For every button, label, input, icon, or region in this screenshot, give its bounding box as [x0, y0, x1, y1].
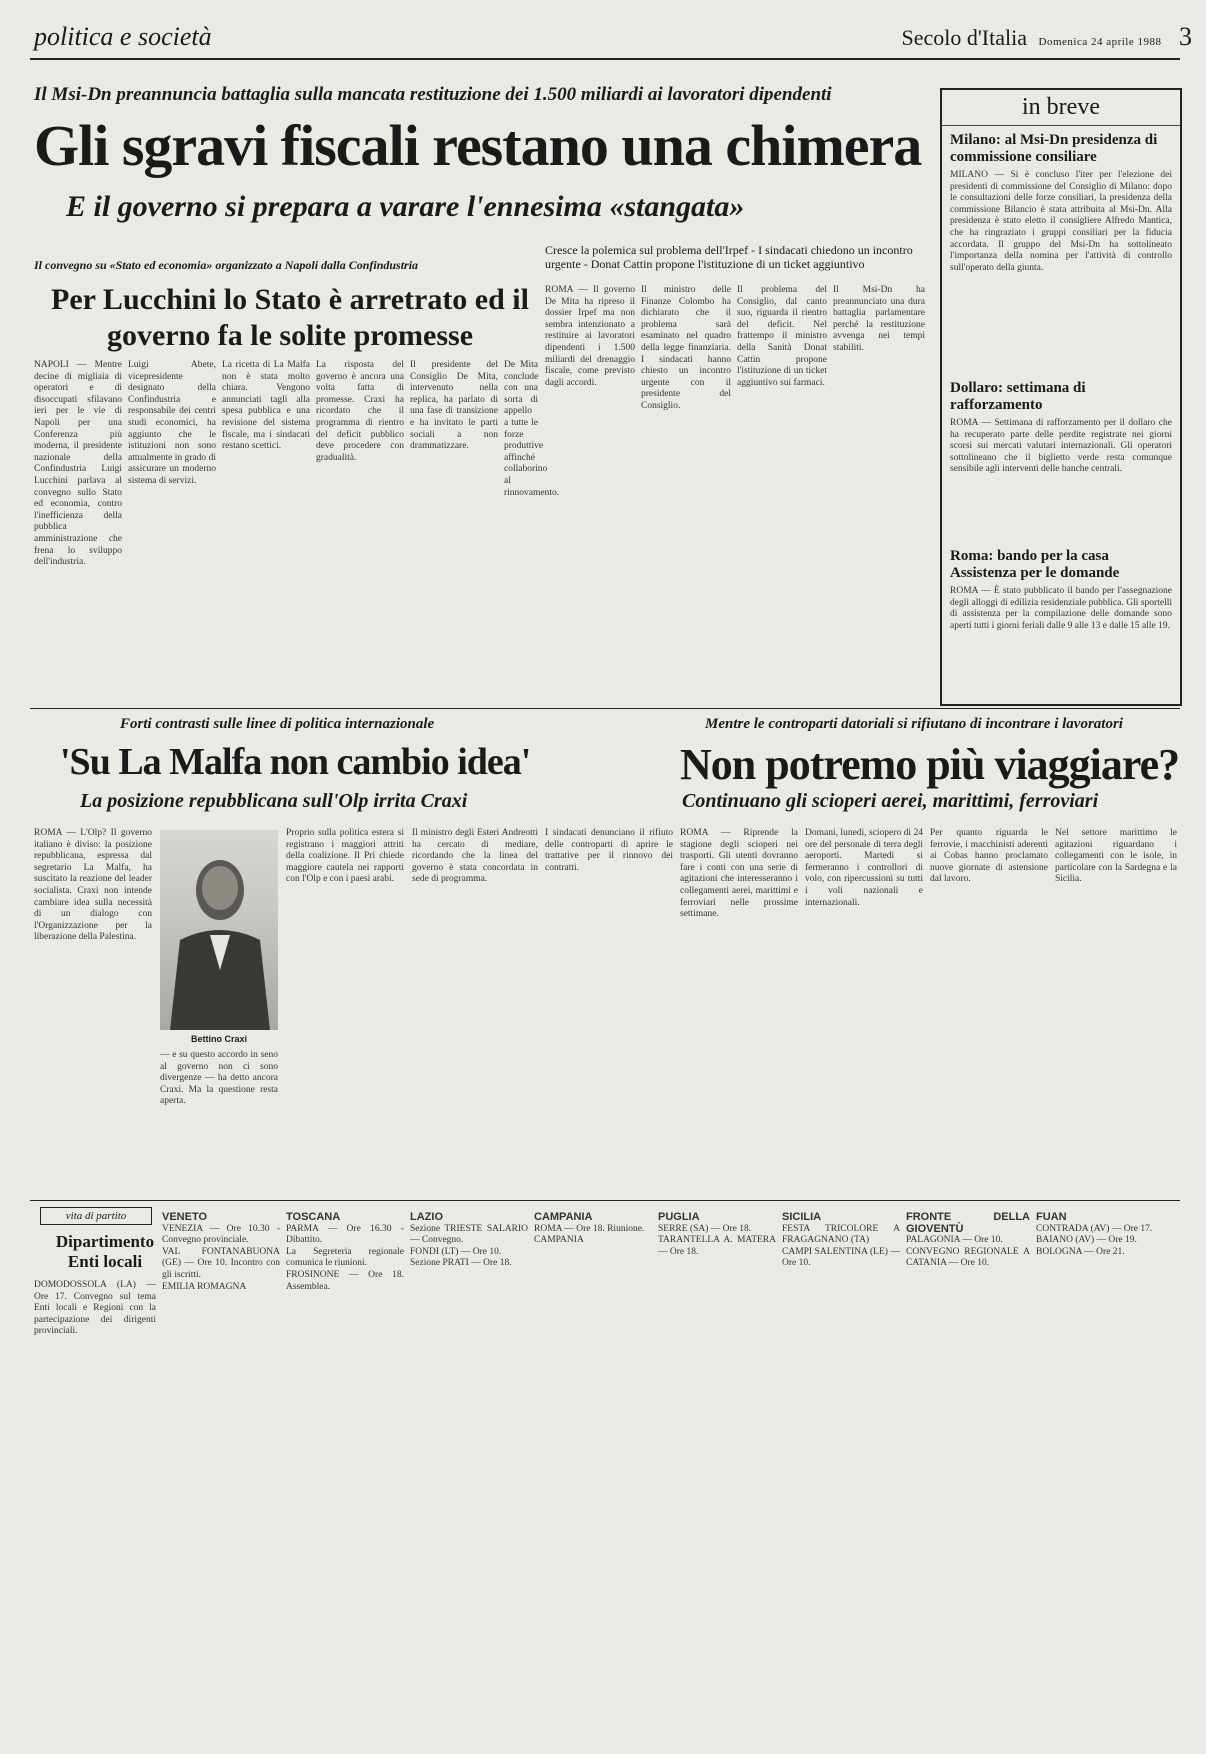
- region-heading: FUAN: [1036, 1211, 1067, 1223]
- top-subhead: E il governo si prepara a varare l'ennesima «stangata»: [66, 190, 745, 223]
- page-number: 3: [1179, 22, 1192, 51]
- viaggiare-col-4: Nel settore marittimo le agitazioni riguardano i collegamenti con le isole, in particolare con la Sardegna e la Sicilia.: [1055, 828, 1177, 885]
- section-label: politica e società: [34, 22, 212, 51]
- vita-text: Sezione PRATI — Ore 18.: [410, 1258, 512, 1269]
- region-heading: PUGLIA: [658, 1211, 700, 1223]
- brief-body: ROMA — Settimana di rafforzamento per il dollaro che ha recuperato parte delle perdite registrate nei giorni scorsi sui mercati valutari internazionali. Gli operatori sottolineano che il biglietto verde resta comunque sensibile agli interventi delle banche centrali.: [950, 418, 1172, 475]
- vita-col-6: [658, 1212, 776, 1742]
- craxi-photo: [160, 830, 278, 1030]
- region-heading: SICILIA: [782, 1211, 822, 1223]
- viaggiare-col-1: ROMA — Riprende la stagione degli scioperi nei trasporti. Gli utenti dovranno fare i conti con una serie di agitazioni che interesseranno i collegamenti aerei, marittimi e ferroviari nelle prossime settimane.: [680, 828, 798, 920]
- issue-date: Domenica 24 aprile 1988: [1038, 36, 1162, 48]
- portrait-image: [160, 830, 278, 1030]
- vita-col-3: [286, 1212, 404, 1742]
- vita-col-9: [1036, 1212, 1176, 1742]
- irpef-col-3: Il problema del Consiglio, dal canto suo, riguarda il rientro del deficit. Nel frattempo il ministro della Sanità Donat Cattin propone l'istituzione di un ticket aggiuntivo sui farmaci.: [737, 285, 827, 388]
- vita-text: CAMPANIA: [534, 1235, 584, 1246]
- irpef-deck: Cresce la polemica sul problema dell'Irpef - I sindacati chiedono un incontro urgente - Donat Cattin propone l'istituzione di un ticket aggiuntivo: [545, 243, 913, 271]
- lucchini-kicker: Il convegno su «Stato ed economia» organizzato a Napoli dalla Confindustria: [34, 258, 419, 272]
- irpef-col-2: Il ministro delle Finanze Colombo ha dichiarato che il problema sarà esaminato nel quadro della legge finanziaria. I sindacati hanno chiesto un incontro urgente con il presidente del Consiglio.: [641, 285, 731, 411]
- vita-text: Sezione TRIESTE SALARIO — Convegno.: [410, 1223, 528, 1246]
- in-breve-box: [940, 88, 1182, 706]
- vita-text: FESTA TRICOLORE A FRAGAGNANO (TA): [782, 1223, 900, 1246]
- lucchini-col-2: Luigi Abete, vicepresidente designato della Confindustria e responsabile dei centri studi economici, ha aggiunto che le istituzioni non sono attualmente in grado di assicurare un moderno sistema di servizi.: [128, 360, 216, 486]
- vita-text: CONVEGNO REGIONALE A CATANIA — Ore 10.: [906, 1246, 1030, 1269]
- top-kicker: Il Msi-Dn preannuncia battaglia sulla mancata restituzione dei 1.500 miliardi ai lavoratori dipendenti: [34, 84, 832, 105]
- vita-text: BOLOGNA — Ore 21.: [1036, 1246, 1125, 1257]
- irpef-col-4: Il Msi-Dn ha preannunciato una dura battaglia parlamentare perché la restituzione avvenga nei tempi stabiliti.: [833, 285, 925, 353]
- vita-col-5: [534, 1212, 652, 1742]
- vita-text: VENEZIA — Ore 10.30 - Convegno provinciale.: [162, 1223, 280, 1246]
- brief-title: Dollaro: settimana di rafforzamento: [950, 380, 1086, 413]
- vita-col-1: DOMODOSSOLA (LA) — Ore 17. Convegno sul tema Enti locali e Regioni con la partecipazione dei dirigenti provinciali.: [34, 1280, 156, 1337]
- lamalfa-col-2: — e su questo accordo in seno al governo non ci sono divergenze — ha detto ancora Craxi. Ma la questione resta aperta.: [160, 1050, 278, 1107]
- vita-text: FROSINONE — Ore 18. Assemblea.: [286, 1269, 404, 1292]
- viaggiare-col-2: Domani, lunedì, sciopero di 24 ore del personale di terra degli aeroporti. Martedì si fermeranno i controllori di volo, con ripercussioni su tutti i voli nazionali e internazionali.: [805, 828, 923, 908]
- lamalfa-col-3: Proprio sulla politica estera si registrano i maggiori attriti della coalizione. Il Pri chiede maggiore cautela nei rapporti con l'Olp e con i paesi arabi.: [286, 828, 404, 885]
- viaggiare-headline: Non potremo più viaggiare?: [680, 740, 1180, 789]
- vita-text: CONTRADA (AV) — Ore 17.: [1036, 1223, 1153, 1234]
- vita-col-8: [906, 1212, 1030, 1742]
- bottom-rule: [30, 1200, 1180, 1201]
- vita-text: EMILIA ROMAGNA: [162, 1281, 247, 1292]
- vita-text: TARANTELLA A. MATERA — Ore 18.: [658, 1235, 776, 1257]
- lamalfa-kicker: Forti contrasti sulle linee di politica internazionale: [120, 716, 435, 732]
- irpef-col-1: ROMA — Il governo De Mita ha ripreso il dossier Irpef ma non sembra intenzionato a restituire ai lavoratori dipendenti i 1.500 miliardi del drenaggio fiscale, come previsto dagli accordi.: [545, 285, 635, 388]
- vita-text: PALAGONIA — Ore 10.: [906, 1235, 1003, 1246]
- region-heading: CAMPANIA: [534, 1211, 593, 1223]
- region-heading: VENETO: [162, 1211, 208, 1223]
- vita-di-partito-label: vita di partito: [40, 1207, 152, 1225]
- region-heading: FRONTE DELLA GIOVENTÙ: [906, 1211, 1030, 1235]
- region-heading: TOSCANA: [286, 1211, 341, 1223]
- vita-text: PARMA — Ore 16.30 - Dibattito.: [286, 1223, 404, 1246]
- brief-title: Milano: al Msi-Dn presidenza di commissione consiliare: [950, 132, 1158, 165]
- region-heading: LAZIO: [410, 1211, 443, 1223]
- lucchini-col-5: Il presidente del Consiglio De Mita, intervenuto nella replica, ha parlato di una fase di transizione e ha invitato le parti sociali a non drammatizzare.: [410, 360, 498, 452]
- in-breve-title: in breve: [942, 90, 1180, 126]
- dipartimento-heading: Dipartimento Enti locali: [55, 1232, 155, 1271]
- lucchini-headline: Per Lucchini lo Stato è arretrato ed il governo fa le solite promesse: [51, 283, 529, 352]
- lucchini-col-3: La ricetta di La Malfa non è stata molto chiara. Vengono annunciati tagli alla spesa pubblica e una revisione del sistema fiscale, ma i sindacati restano scettici.: [222, 360, 310, 452]
- lucchini-col-6: De Mita conclude con una sorta di appello a tutte le forze produttive affinché collaborino al rinnovamento.: [504, 360, 560, 498]
- vita-col-4: [410, 1212, 528, 1742]
- viaggiare-kicker: Mentre le controparti datoriali si rifiutano di incontrare i lavoratori: [705, 716, 1123, 732]
- lamalfa-headline: 'Su La Malfa non cambio idea': [60, 741, 531, 783]
- lamalfa-col-4: Il ministro degli Esteri Andreotti ha cercato di mediare, ricordando che la linea del governo è stata concordata in sede di programma.: [412, 828, 538, 885]
- vita-text: FONDI (LT) — Ore 10.: [410, 1246, 502, 1257]
- lucchini-col-1: NAPOLI — Mentre decine di migliaia di operatori e di disoccupati sfilavano ieri per le vie di Napoli per una Conferenza più moderna, il presidente nazionale della Confindustria Luigi Lucchini parlava al convegno sullo Stato ed economia, contro l'inefficienza della pubblica amministrazione che frena lo sviluppo dell'industria.: [34, 360, 122, 568]
- top-headline: Gli sgravi fiscali restano una chimera: [34, 113, 922, 178]
- vita-col-2: [162, 1212, 280, 1742]
- vita-text: BAIANO (AV) — Ore 19.: [1036, 1235, 1137, 1246]
- header-rule: [30, 58, 1180, 60]
- lamalfa-col-1: ROMA — L'Olp? Il governo italiano è diviso: la posizione repubblicana, espressa dal segretario La Malfa, ha suscitato la reazione del leader socialista. Craxi non intende cambiare idea sulla necessità di un dialogo con l'Organizzazione per la liberazione della Palestina.: [34, 828, 152, 943]
- vita-col-7: [782, 1212, 900, 1742]
- viaggiare-col-0: I sindacati denunciano il rifiuto delle controparti di aprire le trattative per il rinnovo dei contratti.: [545, 828, 673, 873]
- brief-title: Roma: bando per la casa Assistenza per le domande: [950, 548, 1120, 581]
- vita-text: La Segreteria regionale comunica le riunioni.: [286, 1246, 404, 1269]
- vita-text: ROMA — Ore 18. Riunione.: [534, 1223, 645, 1234]
- vita-text: SERRE (SA) — Ore 18.: [658, 1223, 752, 1234]
- viaggiare-col-3: Per quanto riguarda le ferrovie, i macchinisti aderenti ai Cobas hanno proclamato nuove giornate di astensione dal lavoro.: [930, 828, 1048, 885]
- vita-text: VAL FONTANABUONA (GE) — Ore 10. Incontro con gli iscritti.: [162, 1246, 280, 1280]
- vita-text: CAMPI SALENTINA (LE) — Ore 10.: [782, 1246, 900, 1269]
- photo-caption: Bettino Craxi: [190, 1034, 247, 1044]
- mid-rule: [30, 708, 1180, 709]
- brief-body: MILANO — Si è concluso l'iter per l'elezione dei presidenti di commissione del Consiglio di Milano: dopo le consultazioni delle forze consiliari, la presidenza della commissione Bilancio è stata attribuita al Msi-Dn. Alla presidenza è stato eletto il consigliere Alfredo Mantica, che ha ringraziato i gruppi consiliari per la fiducia accordata. Il gruppo del Msi-Dn ha sottolineato l'importanza della nomina per l'attività di controllo sull'operato della giunta.: [950, 170, 1172, 273]
- paper-name: Secolo d'Italia: [901, 25, 1027, 50]
- masthead: [901, 22, 1192, 52]
- brief-body: ROMA — È stato pubblicato il bando per l'assegnazione degli alloggi di edilizia residenziale pubblica. Gli sportelli di assistenza per la compilazione delle domande sono aperti tutti i giorni feriali dalle 9 alle 13 e dalle 15 alle 19.: [950, 586, 1172, 631]
- viaggiare-subhead: Continuano gli scioperi aerei, marittimi, ferroviari: [682, 790, 1099, 812]
- lamalfa-subhead: La posizione repubblicana sull'Olp irrita Craxi: [80, 790, 468, 812]
- lucchini-col-4: La risposta del governo è ancora una volta fatta di promesse. Craxi ha ricordato che il programma di rientro del deficit pubblico deve procedere con gradualità.: [316, 360, 404, 463]
